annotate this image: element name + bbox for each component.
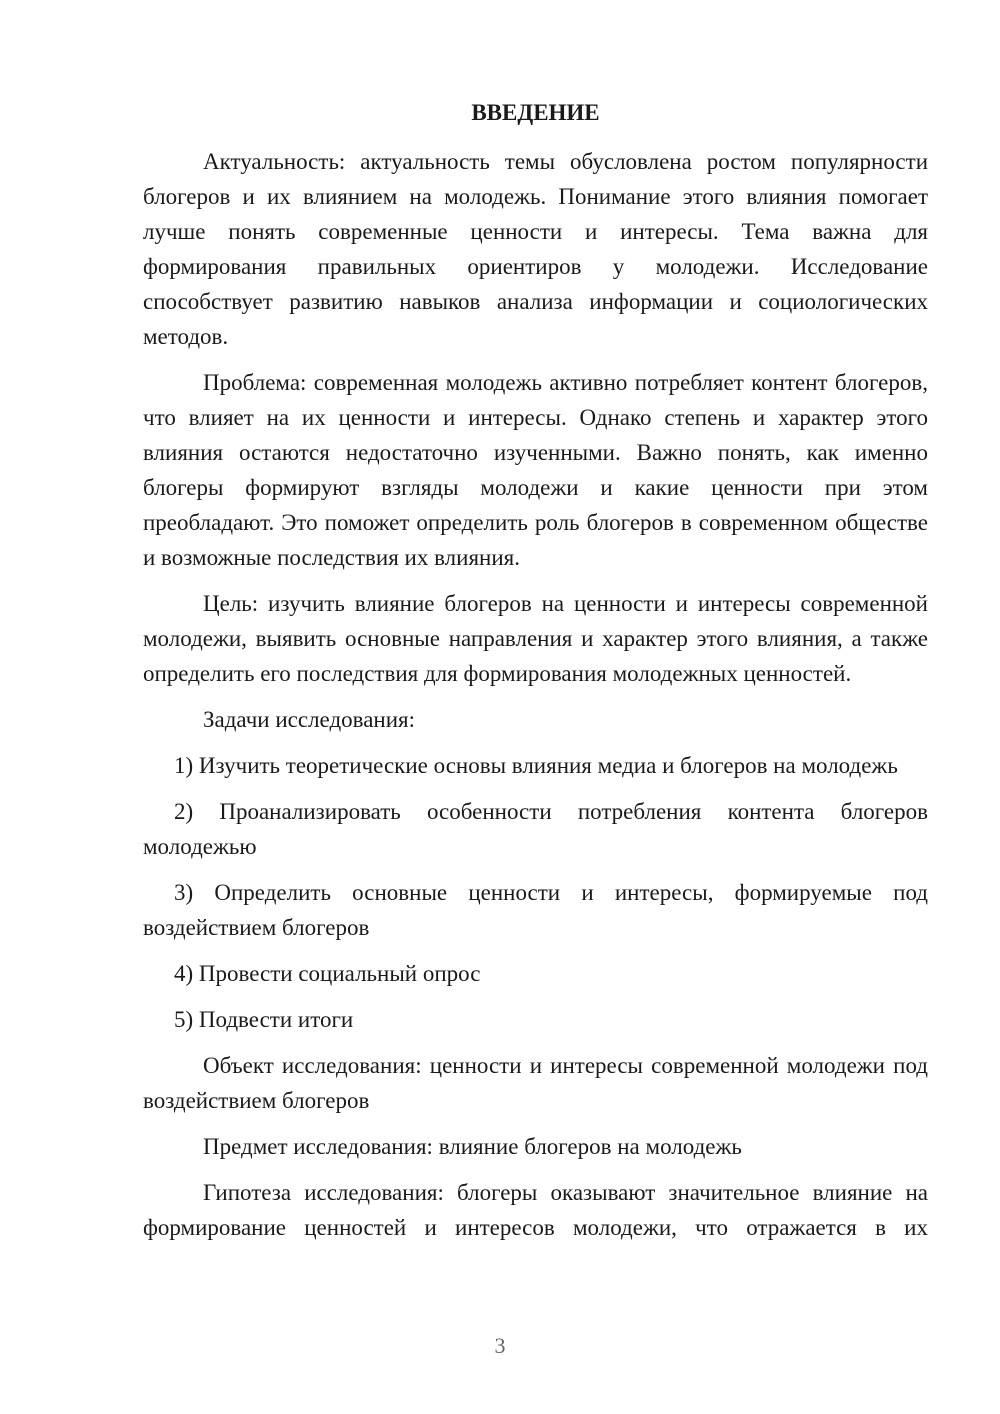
task-item-1: 1) Изучить теоретические основы влияния медиа и блогеров на молодежь — [174, 753, 898, 778]
section-heading: ВВЕДЕНИЕ — [471, 100, 600, 125]
research-subject-paragraph: Предмет исследования: влияние блогеров на молодежь — [203, 1134, 742, 1159]
task-item-5: 5) Подвести итоги — [174, 1007, 354, 1032]
goal-paragraph: Цель: изучить влияние блогеров на ценности и интересы современной молодежи, выявить основные направления и характер этого влияния, а также определить его последствия для формирования молодежных ценностей. — [143, 591, 928, 686]
task-item-3: 3) Определить основные ценности и интересы, формируемые под воздействием блогеров — [143, 880, 928, 940]
problem-paragraph: Проблема: современная молодежь активно потребляет контент блогеров, что влияет на их ценности и интересы. Однако степень и характер этого влияния остаются недостаточно изученными. Важно понять, как именно блогеры формируют взгляды молодежи и какие ценности при этом преобладают. Это поможет определить роль блогеров в современном обществе и возможные последствия их влияния. — [143, 370, 928, 570]
page-number: 3 — [494, 1333, 506, 1358]
hypothesis-paragraph: Гипотеза исследования: блогеры оказывают значительное влияние на формирование ценностей и интересов молодежи, что отражается в их — [143, 1180, 928, 1240]
relevance-paragraph: Актуальность: актуальность темы обусловлена ростом популярности блогеров и их влиянием на молодежь. Понимание этого влияния помогает лучше понять современные ценности и интересы. Тема важна для формирования правильных ориентиров у молодежи. Исследование способствует развитию навыков анализа информации и социологических методов. — [143, 149, 928, 349]
document-page — [143, 95, 928, 1256]
task-item-4: 4) Провести социальный опрос — [174, 961, 481, 986]
task-item-2: 2) Проанализировать особенности потребления контента блогеров молодежью — [143, 799, 928, 859]
tasks-title: Задачи исследования: — [203, 707, 416, 732]
research-object-paragraph: Объект исследования: ценности и интересы современной молодежи под воздействием блогеров — [143, 1053, 928, 1113]
